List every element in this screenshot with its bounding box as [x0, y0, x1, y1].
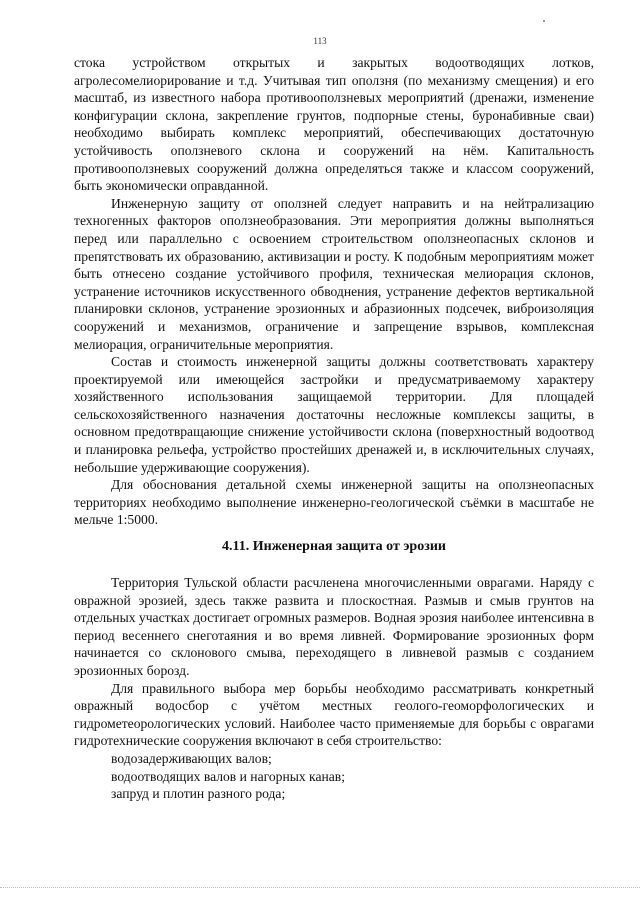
scan-speck [543, 20, 545, 22]
paragraph: Для правильного выбора мер борьбы необходимо рассматривать конкретный овражный водосбор с учётом местных геолого-геоморфологических и гидрометеорологических условий. Наиболее часто применяемые для борьбы с оврагами гидротехнические сооружения включают в себя строительство: [74, 680, 594, 749]
page-body [74, 54, 594, 803]
paragraph: Для обоснования детальной схемы инженерной защиты на оползнеопасных территориях необходимо выполнение инженерно-геологической съёмки в масштабе не мельче 1:5000. [74, 477, 594, 528]
section-heading: 4.11. Инженерная защита от эрозии [222, 539, 446, 555]
scan-bottom-edge [0, 887, 640, 888]
page-number: 113 [313, 36, 327, 46]
construction-list [74, 750, 594, 803]
paragraph: Состав и стоимость инженерной защиты должны соответствовать характеру проектируемой или имеющейся застройки и предусматриваемому характеру хозяйственного использования защищаемой территории. Для площадей сельскохозяйственного назначения достаточны несложные комплексы защиты, в основном предотвращающие снижение устойчивости склона (поверхностный водоотвод и планировка рельефа, устройство простейших дренажей и, в исключительных случаях, небольшие удерживающие сооружения). [74, 354, 594, 475]
paragraph-continuation: стока устройством открытых и закрытых водоотводящих лотков, агролесомелиорирование и т.д. Учитывая тип оползня (по механизму смещения) и его масштаб, из известного набора противооползневых мероприятий (дренажи, изменение конфигурации склона, закрепление грунтов, подпорные стены, буронабивные сваи) необходимо выбирать комплекс мероприятий, обеспечивающих достаточную устойчивость оползневого склона и сооружений на нём. Капитальность противооползневых сооружений должна определяться также и классом сооружений, быть экономически оправданной. [74, 55, 594, 194]
paragraph: Инженерную защиту от оползней следует направить и на нейтрализацию техногенных факторов оползнеобразования. Эти мероприятия должны выполняться перед или параллельно с освоением строительством оползнеопасных склонов и препятствовать их образованию, активизации и росту. К подобным мероприятиям может быть отнесено создание устойчивого профиля, техническая мелиорация склонов, устранение источников искусственного обводнения, устранение дефектов вертикальной планировки склонов, устранение эрозионных и абразионных подсечек, виброизоляция сооружений и механизмов, ограничение и запрещение взрывов, комплексная мелиорация, ограничительные мероприятия. [74, 195, 594, 352]
list-item: запруд и плотин разного рода; [111, 786, 286, 802]
list-item: водозадерживающих валов; [111, 750, 272, 766]
paragraph: Территория Тульской области расчленена многочисленными оврагами. Наряду с овражной эрозией, здесь также развита и плоскостная. Размыв и смыв грунтов на отдельных участках достигает огромных размеров. Водная эрозия наиболее интенсивна в период весеннего снеготаяния и во время ливней. Формирование эрозионных форм начинается со склонового смыва, переходящего в ливневой размыв с созданием эрозионных борозд. [74, 575, 594, 678]
list-item: водоотводящих валов и нагорных канав; [111, 768, 345, 784]
